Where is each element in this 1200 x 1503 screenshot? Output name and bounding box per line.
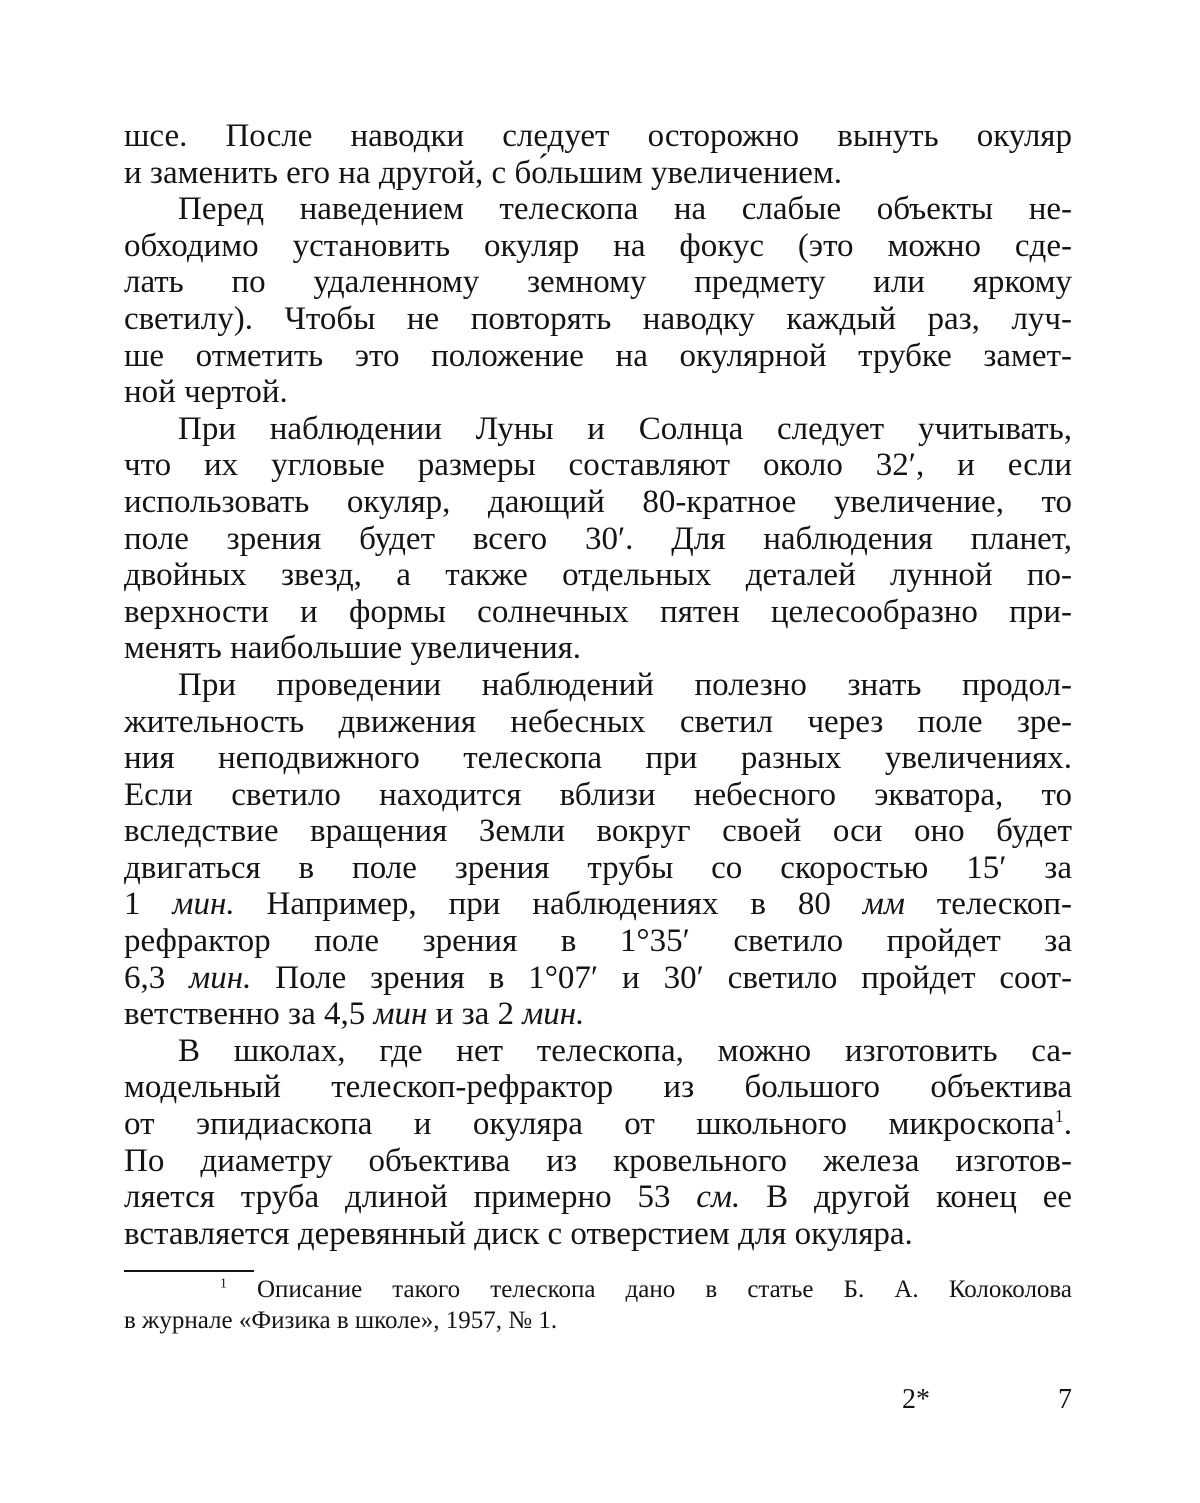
text-line: ше отметить это положение на окулярной трубке замет- bbox=[124, 337, 1072, 374]
text-line: При проведении наблюдений полезно знать продол- bbox=[178, 666, 1072, 703]
text-line: двойных звезд, а также отдельных деталей лунной по- bbox=[124, 557, 1072, 594]
footnote-rule bbox=[124, 1270, 254, 1272]
text-line: 6,3 мин. Поле зрения в 1°07′ и 30′ светило пройдет соот- bbox=[124, 959, 1073, 996]
text-line: Если светило находится вблизи небесного экватора, то bbox=[124, 776, 1072, 813]
footnote-marker: 1 bbox=[220, 1275, 227, 1291]
text-line: По диаметру объектива из кровельного железа изготов- bbox=[124, 1142, 1072, 1179]
text-line: ния неподвижного телескопа при разных увеличениях. bbox=[124, 740, 1072, 777]
text-line: обходимо установить окуляр на фокус (это можно сде- bbox=[124, 227, 1072, 264]
footnote-marker: 1 bbox=[1054, 1106, 1064, 1127]
italic-unit: мин. bbox=[522, 996, 585, 1033]
text-line: что их угловые размеры составляют около 32′, и если bbox=[124, 447, 1072, 484]
page-number: 7 bbox=[1058, 1384, 1072, 1415]
text-line: менять наибольшие увеличения. bbox=[124, 630, 582, 667]
text-line: Перед наведением телескопа на слабые объекты не- bbox=[178, 191, 1072, 228]
text-line: использовать окуляр, дающий 80-кратное увеличение, то bbox=[124, 483, 1072, 520]
text-line: рефрактор поле зрения в 1°35′ светило пройдет за bbox=[124, 923, 1072, 960]
text-line: модельный телескоп-рефрактор из большого объектива bbox=[124, 1069, 1072, 1106]
text-line: ной чертой. bbox=[124, 374, 288, 411]
text-line: лать по удаленному земному предмету или яркому bbox=[124, 264, 1072, 301]
text-line: 1 мин. Например, при наблюдениях в 80 мм телескоп- bbox=[124, 886, 1072, 923]
italic-unit: мин. bbox=[172, 886, 235, 923]
italic-unit: см. bbox=[696, 1179, 741, 1216]
italic-unit: мин bbox=[373, 996, 428, 1033]
text-line: ветственно за 4,5 мин и за 2 мин. bbox=[124, 996, 585, 1033]
text-line: При наблюдении Луны и Солнца следует учитывать, bbox=[178, 410, 1072, 447]
signature-mark: 2* bbox=[902, 1384, 930, 1415]
footnote-line: $^1$ Описание такого телескопа дано в статье Б. А. Колоколова bbox=[220, 1275, 1072, 1303]
text-line: В школах, где нет телескопа, можно изготовить са- bbox=[178, 1032, 1072, 1069]
text-line: двигаться в поле зрения трубы со скоростью 15′ за bbox=[124, 849, 1072, 886]
footnote-line: в журнале «Физика в школе», 1957, № 1. bbox=[124, 1307, 558, 1334]
text-line: вследствие вращения Земли вокруг своей оси оно будет bbox=[124, 813, 1072, 850]
text-line: верхности и формы солнечных пятен целесообразно при- bbox=[124, 593, 1072, 630]
text-line: жительность движения небесных светил через поле зре- bbox=[124, 703, 1072, 740]
text-line: и заменить его на другой, с бо́льшим увеличением. bbox=[124, 154, 843, 191]
text-line: поле зрения будет всего 30′. Для наблюдения планет, bbox=[124, 520, 1072, 557]
body-text bbox=[124, 118, 1072, 1252]
text-line: светилу). Чтобы не повторять наводку каждый раз, луч- bbox=[124, 300, 1072, 337]
italic-unit: мин. bbox=[189, 959, 252, 996]
italic-unit: мм bbox=[862, 886, 905, 923]
text-line: вставляется деревянный диск с отверстием для окуляра. bbox=[124, 1215, 913, 1252]
text-line: ляется труба длиной примерно 53 см. В другой конец ее bbox=[124, 1179, 1072, 1216]
footnotes bbox=[124, 1274, 1072, 1336]
text-line: шсе. После наводки следует осторожно вынуть окуляр bbox=[124, 118, 1072, 154]
text-line: от эпидиаскопа и окуляра от школьного микроскопа$^1$. bbox=[124, 1106, 1072, 1143]
